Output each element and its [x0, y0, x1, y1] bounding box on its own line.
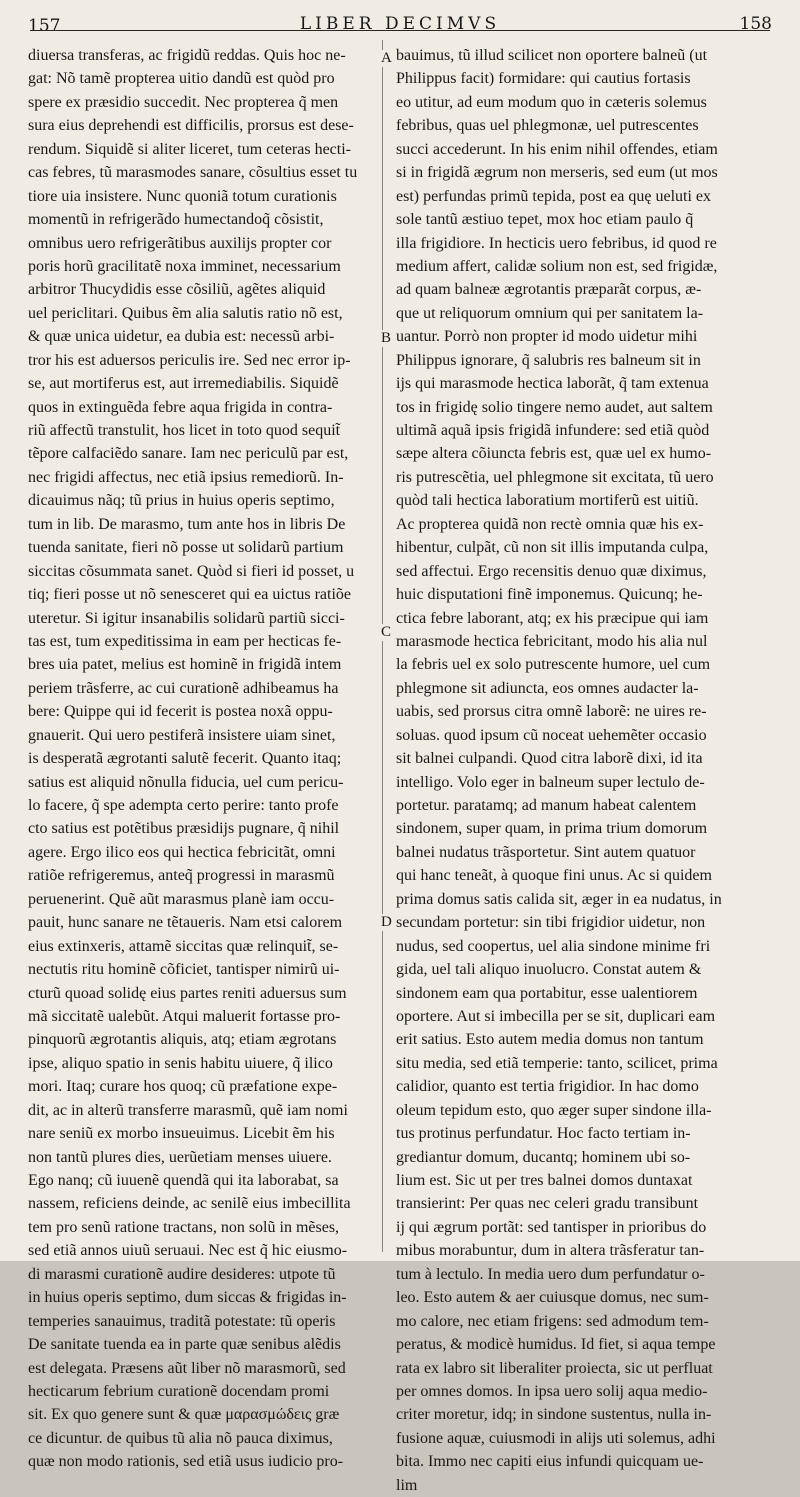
- text-line: bita. Immo nec capiti eius infundi quicquam ue-: [396, 1453, 704, 1471]
- text-line: De sanitate tuenda ea in parte quæ senibus alẽdis: [28, 1336, 341, 1354]
- text-line: nare seniũ ex morbo insueuimus. Licebit ẽm his: [28, 1125, 335, 1143]
- text-line: dicauimus nãq; tũ prius in huius operis septimo,: [28, 492, 335, 510]
- text-line: Philippus ignorare, q̃ salubris res balneum sit in: [396, 351, 701, 369]
- text-line: sit. Ex quo genere sunt & quæ μαρασμώδεις græ: [28, 1406, 340, 1424]
- text-line: fusione aquæ, cuiusmodi in alijs uti solemus, adhi: [396, 1429, 716, 1447]
- text-line: nectutis ritu hominẽ cõficiet, tantisper nimirũ ui-: [28, 961, 340, 979]
- text-line: Philippus facit) formidare: qui cautius fortasis: [396, 70, 691, 88]
- text-line: oportere. Aut si imbecilla per se sit, duplicari eam: [396, 1007, 716, 1025]
- text-line: uel periclitari. Quibus ẽm alia salutis ratio nõ est,: [28, 304, 343, 322]
- text-line: situ media, sed etiã temperie: tanto, scilicet, prima: [396, 1054, 718, 1072]
- header-rule: [30, 30, 770, 31]
- text-line: tum in lib. De marasmo, tum ante hos in libris De: [28, 515, 346, 533]
- text-line: uteretur. Si igitur insanabilis solidarũ partiũ sicci-: [28, 609, 345, 627]
- text-line: rata ex labro sit liberaliter proiecta, sic ut perfluat: [396, 1359, 713, 1377]
- text-line: sed affectui. Ergo recensitis denuo quæ diximus,: [396, 562, 707, 580]
- text-line: pauit, hunc sanare ne tẽtaueris. Nam etsi calorem: [28, 914, 343, 932]
- text-line: tẽpore calfaciẽdo sanare. Iam nec periculũ par est,: [28, 445, 349, 463]
- text-line: prima domus satis calida sit, æger in ea nudatus, in: [396, 890, 722, 908]
- page-number-left: 157: [28, 16, 61, 36]
- text-line: lim: [396, 1476, 418, 1494]
- text-line: mo calore, nec etiam frigens: sed admodum tem-: [396, 1312, 709, 1330]
- text-line: ipse, aliquo spatio in senis habitu uiuere, q̃ ilico: [28, 1054, 333, 1072]
- margin-marker-d: D: [381, 914, 392, 930]
- right-text-column: [396, 44, 774, 1494]
- text-line: est delegata. Præsens aũt liber nõ marasmorũ, sed: [28, 1359, 346, 1377]
- text-line: mori. Itaq; curare hos quoq; cũ præfatione expe-: [28, 1078, 338, 1096]
- text-line: est) perfundas primũ tepida, post ea quę ueluti ex: [396, 187, 712, 205]
- text-line: sæpe altera cõiuncta febris est, quæ uel ex humo-: [396, 445, 712, 463]
- text-line: rendum. Siquidẽ si aliter liceret, tum ceteras hecti-: [28, 140, 351, 158]
- column-divider: [382, 40, 383, 1252]
- text-line: criter moretur, idq; in sindone sustentus, nulla in-: [396, 1406, 712, 1424]
- text-line: tas est, tum expeditissima in eam per hecticas fe-: [28, 632, 342, 650]
- left-text-column: [28, 44, 376, 1471]
- text-line: secundam portetur: sin tibi frigidior uidetur, non: [396, 914, 706, 932]
- text-line: agere. Ergo ilico eos qui hectica febricitãt, omni: [28, 843, 336, 861]
- text-line: is desperatã ægrotanti salutẽ fecerit. Quanto itaq;: [28, 750, 342, 768]
- text-line: tuenda sanitate, fieri nõ posse ut solidarũ partium: [28, 539, 344, 557]
- text-line: quòd tali hectica laboratium mortiferũ est uitiũ.: [396, 492, 699, 510]
- text-line: mã siccitatẽ ualebũt. Atqui maluerit fortasse pro-: [28, 1007, 341, 1025]
- text-line: Ac propterea quidã non rectè omnia quæ his ex-: [396, 515, 704, 533]
- text-line: ctica febre laborant, atq; ex his præcipue qui iam: [396, 609, 709, 627]
- text-line: si in frigidã ægrum non merseris, sed eum (ut mos: [396, 164, 718, 182]
- text-line: in huius operis septimo, dum siccas & frigidas in-: [28, 1289, 347, 1307]
- text-line: riũ affectũ transtulit, hos licet in toto quod sequit̃: [28, 422, 341, 439]
- text-line: sindonem eam qua portabitur, esse ualentiorem: [396, 984, 698, 1002]
- text-line: se, aut mortiferus est, aut irremediabilis. Siquidẽ: [28, 375, 339, 393]
- text-line: gat: Nõ tamẽ propterea uitio dandũ est quòd pro: [28, 70, 335, 88]
- text-line: spere ex præsidio succedit. Nec propterea q̃ men: [28, 93, 339, 111]
- margin-marker-a: A: [381, 50, 392, 66]
- text-line: uabis, sed prorsus citra omnẽ laborẽ: ne uires re-: [396, 703, 707, 721]
- text-line: tus protinus perfundatur. Hoc facto tertiam in-: [396, 1125, 691, 1143]
- text-line: poris horũ gracilitatẽ noxa imminet, necessarium: [28, 257, 341, 275]
- text-line: eius extinxeris, attamẽ siccitas quæ relinquit̃, se-: [28, 937, 339, 955]
- text-line: diuersa transferas, ac frigidũ reddas. Quis hoc ne-: [28, 47, 346, 64]
- text-line: portetur. paratamq; ad manum habeat calentem: [396, 797, 697, 814]
- text-line: hibentur, culpãt, cũ non sit illis imputanda culpa,: [396, 539, 709, 557]
- text-line: balnei nudatus trãsportetur. Sint autem quatuor: [396, 843, 696, 861]
- text-line: quæ non modo rationis, sed etiã usus iudicio pro-: [28, 1453, 344, 1471]
- text-line: cturũ quoad solidę eius partes reniti aduersus sum: [28, 984, 347, 1002]
- text-line: lo facere, q̃ spe adempta certo perire: tanto profe: [28, 797, 339, 814]
- text-line: tror his est aduersos periculis ire. Sed nec error ip-: [28, 351, 351, 369]
- text-line: marasmode hectica febricitant, modo his alia nul: [396, 632, 708, 650]
- text-line: ultimã aquã ipsis frigidã infundere: sed etiã quòd: [396, 422, 710, 439]
- text-line: sed etiã annos uiuũ seruaui. Nec est q̃ hic eiusmo-: [28, 1242, 348, 1260]
- text-line: ij qui ægrum portãt: sed tantisper in prioribus do: [396, 1218, 707, 1236]
- text-line: intelligo. Volo eger in balneum super lectulo de-: [396, 773, 705, 791]
- text-line: periem trãsferre, ac cui curationẽ adhibeamus ha: [28, 679, 339, 697]
- text-line: que ut reliquorum omnium qui per sanitatem la-: [396, 304, 704, 322]
- margin-marker-c: C: [381, 624, 392, 640]
- text-line: sindonem, super quam, in prima trium domorum: [396, 820, 708, 838]
- page-number-right: 158: [739, 14, 772, 34]
- text-line: ce dicuntur. de quibus tũ alia nõ pauca diximus,: [28, 1429, 333, 1447]
- text-line: bere: Quippe qui id fecerit is postea noxã oppu-: [28, 703, 333, 721]
- text-line: nassem, reficiens deinde, ac senilẽ eius imbecillita: [28, 1195, 351, 1213]
- text-line: phlegmone sit adiuncta, eos omnes audacter la-: [396, 679, 699, 697]
- text-line: gida, uel tali aliquo inuolucro. Constat autem &: [396, 961, 702, 979]
- text-line: peratus, & modicè humidus. Id fiet, si aqua tempe: [396, 1336, 716, 1354]
- text-line: mibus morabuntur, dum in altera trãsferatur tan-: [396, 1242, 705, 1260]
- text-line: temperies sanauimus, traditã potestate: tũ operis: [28, 1312, 336, 1330]
- text-line: & quæ unica uidetur, ea dubia est: necessũ arbi-: [28, 328, 335, 346]
- text-line: ris putrescẽtia, uel phlegmone sit excitata, tũ uero: [396, 468, 714, 486]
- text-line: dit, ac in alterũ transferre marasmũ, quẽ iam nomi: [28, 1101, 348, 1119]
- text-line: di marasmi curationẽ audire desideres: utpote tũ: [28, 1265, 336, 1283]
- text-line: calidior, quanto est tertia frigidior. In hac domo: [396, 1078, 699, 1096]
- text-line: lium est. Sic ut per tres balnei domos duntaxat: [396, 1172, 693, 1189]
- text-line: illa frigidiore. In hecticis uero febribus, id quod re: [396, 234, 717, 252]
- text-line: gnauerit. Qui uero pestiferã insistere uiam sinet,: [28, 726, 336, 744]
- text-line: ad quam balneæ ægrotantis præparãt corpus, æ-: [396, 281, 702, 299]
- text-line: ijs qui marasmode hectica laborãt, q̃ tam extenua: [396, 375, 709, 393]
- text-line: tiore uia insistere. Nunc quoniã totum curationis: [28, 187, 337, 205]
- text-line: tos in frigidę solio tingere nemo audet, aut saltem: [396, 398, 713, 416]
- text-line: nec frigidi affectus, nec etiã ipsius remediorũ. In-: [28, 468, 344, 486]
- text-line: leo. Esto autem & aer cuiusque domus, nec sum-: [396, 1289, 709, 1307]
- text-line: cto satius est potẽtibus præsidijs pugnare, q̃ nihil: [28, 820, 340, 838]
- text-line: cas febres, tũ marasmodes sanare, cõsultius esset tu: [28, 164, 358, 182]
- text-line: tem pro senũ ratione tractans, non solũ in mẽses,: [28, 1218, 340, 1236]
- text-line: peruenerint. Quẽ aũt marasmus planè iam occu-: [28, 890, 335, 908]
- running-head: [0, 10, 800, 42]
- text-line: pinquorũ ægrotantis aliquis, atq; etiam ægrotans: [28, 1031, 337, 1049]
- text-line: grediantur domum, ducantq; hominem ubi so-: [396, 1148, 691, 1166]
- margin-marker-b: B: [381, 330, 392, 346]
- text-line: Ego nanq; cũ iuuenẽ quendã qui ita laborabat, sa: [28, 1172, 339, 1189]
- text-line: eo utitur, ad eum modum quo in cæteris solemus: [396, 93, 707, 111]
- text-line: satius est aliquid nõnulla fiducia, uel cum pericu-: [28, 773, 344, 791]
- text-line: nudus, sed coopertus, uel alia sindone minime fri: [396, 937, 711, 955]
- text-line: succi accederunt. In his enim nihil offendes, etiam: [396, 140, 718, 158]
- text-line: omnibus uero refrigerãtibus auxilijs propter cor: [28, 234, 332, 252]
- text-line: siccitas cõsummata sanet. Quòd si fieri id posset, u: [28, 562, 355, 580]
- text-line: qui hanc teneãt, à quoque fini unus. Ac si quidem: [396, 867, 712, 885]
- text-line: oleum tepidum esto, quo æger super sindone illa-: [396, 1101, 712, 1119]
- text-line: huic disputationi finẽ imponemus. Quicunq; he-: [396, 586, 703, 604]
- text-line: tum à lectulo. In media uero dum perfundatur o-: [396, 1265, 705, 1283]
- text-line: per omnes domos. In ipsa uero solij aqua medio-: [396, 1382, 708, 1400]
- text-line: bres uia patet, melius est hominẽ in frigidã intem: [28, 656, 342, 674]
- text-line: transierint: Per quas nec celeri gradu transibunt: [396, 1195, 699, 1213]
- text-line: soluas. quod ipsum cũ noceat uehemẽter occasio: [396, 726, 707, 744]
- text-line: sole tantũ æstiuo tepet, mox hoc etiam paulo q̃: [396, 211, 694, 229]
- text-line: erit satius. Esto autem media domus non tantum: [396, 1031, 704, 1049]
- text-line: hecticarum febrium curationẽ docendam promi: [28, 1382, 330, 1400]
- text-line: febribus, quas uel phlegmonæ, uel putrescentes: [396, 117, 699, 135]
- text-line: non tantũ plures dies, uerũetiam menses uiuere.: [28, 1148, 332, 1166]
- text-line: uantur. Porrò non propter id modo uidetur mihi: [396, 328, 698, 346]
- running-title: LIBER DECIMVS: [299, 14, 501, 34]
- text-line: bauimus, tũ illud scilicet non oportere balneũ (ut: [396, 47, 708, 64]
- text-line: quos in extinguẽda febre aqua frigida in contra-: [28, 398, 333, 416]
- text-line: sit balnei culpandi. Quod citra laborẽ dixi, id ita: [396, 750, 703, 768]
- text-line: momentũ in refrigerãdo humectandoq̃ cõsistit,: [28, 211, 324, 229]
- text-line: ratiõe refrigeremus, anteq̃ progressi in marasmũ: [28, 867, 335, 885]
- text-line: la febris uel ex solo putrescente humore, uel cum: [396, 656, 711, 674]
- text-line: tiq; fieri posse ut nõ senesceret qui ea uictus ratiõe: [28, 586, 352, 604]
- text-line: arbitror Thucydidis esse cõsiliũ, agẽtes aliquid: [28, 281, 326, 299]
- text-line: medium affert, calidæ solium non est, sed frigidæ,: [396, 257, 718, 275]
- text-line: sura eius deprehendi est difficilis, prorsus est dese-: [28, 117, 354, 135]
